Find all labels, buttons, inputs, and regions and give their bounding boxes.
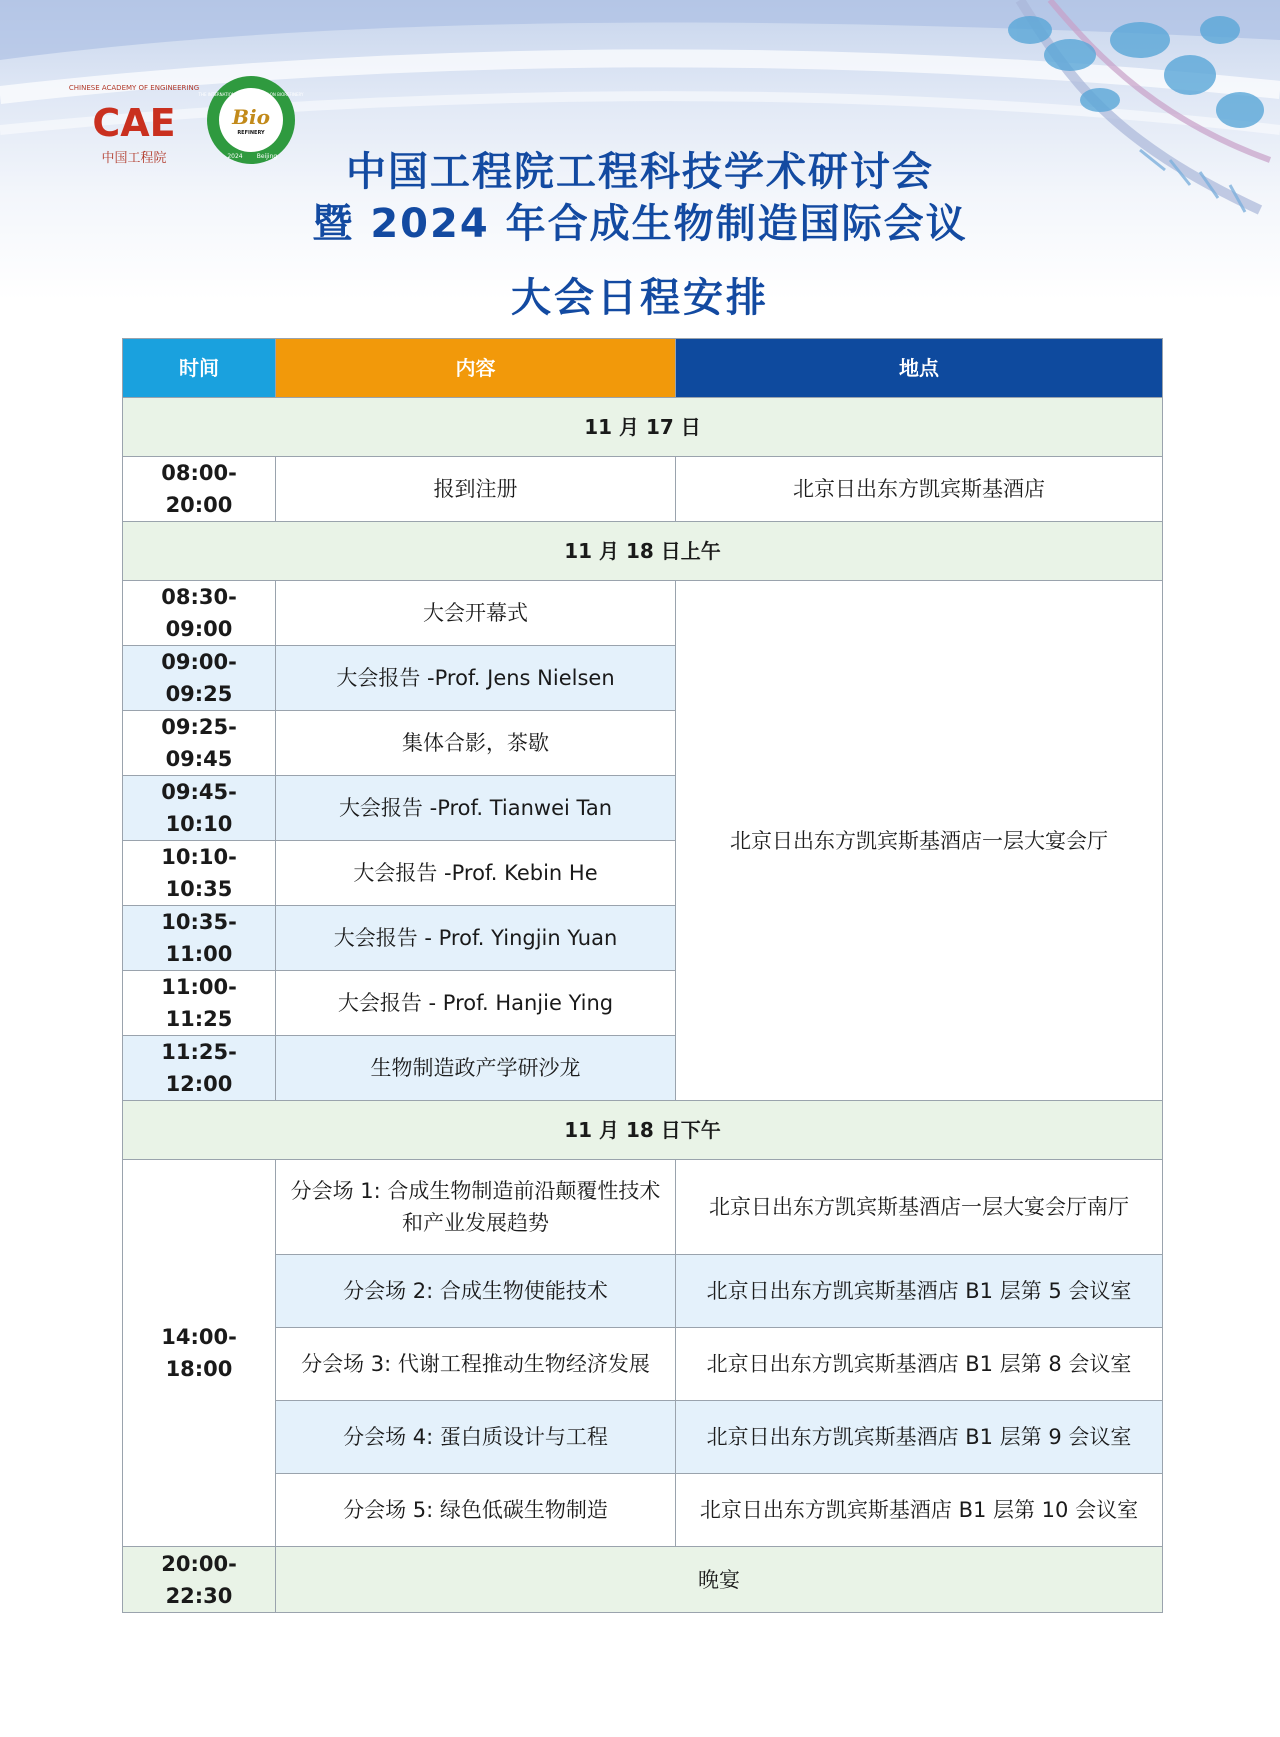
bio-logo-mark: Bio (232, 105, 270, 129)
cae-logo-english: CHINESE ACADEMY OF ENGINEERING (68, 84, 200, 92)
content-cell: 大会报告 - Prof. Yingjin Yuan (276, 906, 676, 971)
content-cell: 分会场 5: 绿色低碳生物制造 (276, 1474, 676, 1547)
title-line-2: 暨 2024 年合成生物制造国际会议 (312, 201, 968, 247)
content-cell: 分会场 3: 代谢工程推动生物经济发展 (276, 1328, 676, 1401)
header-time: 时间 (123, 339, 276, 398)
bio-logo-sub: REFINERY (237, 130, 265, 136)
day-label: 11 月 18 日上午 (123, 522, 1163, 581)
table-row (123, 581, 1163, 646)
content-cell: 大会报告 - Prof. Hanjie Ying (276, 971, 676, 1036)
header-location: 地点 (676, 339, 1163, 398)
time-cell: 09:25-09:45 (123, 711, 276, 776)
time-cell-merged: 14:00-18:00 (123, 1160, 276, 1547)
location-cell-merged: 北京日出东方凯宾斯基酒店一层大宴会厅 (676, 581, 1163, 1101)
content-cell: 分会场 2: 合成生物使能技术 (276, 1255, 676, 1328)
location-cell: 北京日出东方凯宾斯基酒店 B1 层第 8 会议室 (676, 1328, 1163, 1401)
day-label: 11 月 18 日下午 (123, 1101, 1163, 1160)
schedule-table (122, 338, 1163, 1613)
table-row (123, 457, 1163, 522)
bio-logo-ring-text: THE INTERNATIONAL CONFERENCE ON BIOREFINERY (198, 92, 304, 97)
content-cell: 晚宴 (276, 1547, 1163, 1613)
time-cell: 20:00-22:30 (123, 1547, 276, 1613)
content-cell: 大会报告 -Prof. Tianwei Tan (276, 776, 676, 841)
table-row (123, 1328, 1163, 1401)
day-row-nov18-am (123, 522, 1163, 581)
time-cell: 09:00-09:25 (123, 646, 276, 711)
table-header-row (123, 339, 1163, 398)
header-content: 内容 (276, 339, 676, 398)
table-row (123, 1160, 1163, 1255)
day-label: 11 月 17 日 (123, 398, 1163, 457)
time-cell: 10:35-11:00 (123, 906, 276, 971)
bio-logo-year: 2024 (227, 153, 243, 160)
table-row (123, 1401, 1163, 1474)
time-cell: 08:30-09:00 (123, 581, 276, 646)
time-cell: 11:25-12:00 (123, 1036, 276, 1101)
content-cell: 报到注册 (276, 457, 676, 522)
time-cell: 08:00-20:00 (123, 457, 276, 522)
location-cell: 北京日出东方凯宾斯基酒店 (676, 457, 1163, 522)
content-cell: 集体合影，茶歇 (276, 711, 676, 776)
content-cell: 大会开幕式 (276, 581, 676, 646)
title-line-1: 中国工程院工程科技学术研讨会 (346, 149, 934, 195)
time-cell: 09:45-10:10 (123, 776, 276, 841)
content-cell: 分会场 4: 蛋白质设计与工程 (276, 1401, 676, 1474)
time-cell: 10:10-10:35 (123, 841, 276, 906)
location-cell: 北京日出东方凯宾斯基酒店 B1 层第 9 会议室 (676, 1401, 1163, 1474)
content-cell: 大会报告 -Prof. Kebin He (276, 841, 676, 906)
cae-logo-mark: CAE (92, 101, 176, 145)
time-cell: 11:00-11:25 (123, 971, 276, 1036)
dinner-row (123, 1547, 1163, 1613)
day-row-nov18-pm (123, 1101, 1163, 1160)
table-row (123, 1474, 1163, 1547)
content-cell: 生物制造政产学研沙龙 (276, 1036, 676, 1101)
location-cell: 北京日出东方凯宾斯基酒店 B1 层第 10 会议室 (676, 1474, 1163, 1547)
location-cell: 北京日出东方凯宾斯基酒店 B1 层第 5 会议室 (676, 1255, 1163, 1328)
table-row (123, 1255, 1163, 1328)
content-cell: 大会报告 -Prof. Jens Nielsen (276, 646, 676, 711)
location-cell: 北京日出东方凯宾斯基酒店一层大宴会厅南厅 (676, 1160, 1163, 1255)
content-cell: 分会场 1: 合成生物制造前沿颠覆性技术和产业发展趋势 (276, 1160, 676, 1255)
page-subtitle: 大会日程安排 (511, 275, 769, 321)
bio-logo-city: Beijing (256, 153, 278, 160)
day-row-nov17 (123, 398, 1163, 457)
cae-logo-chinese: 中国工程院 (101, 151, 167, 166)
